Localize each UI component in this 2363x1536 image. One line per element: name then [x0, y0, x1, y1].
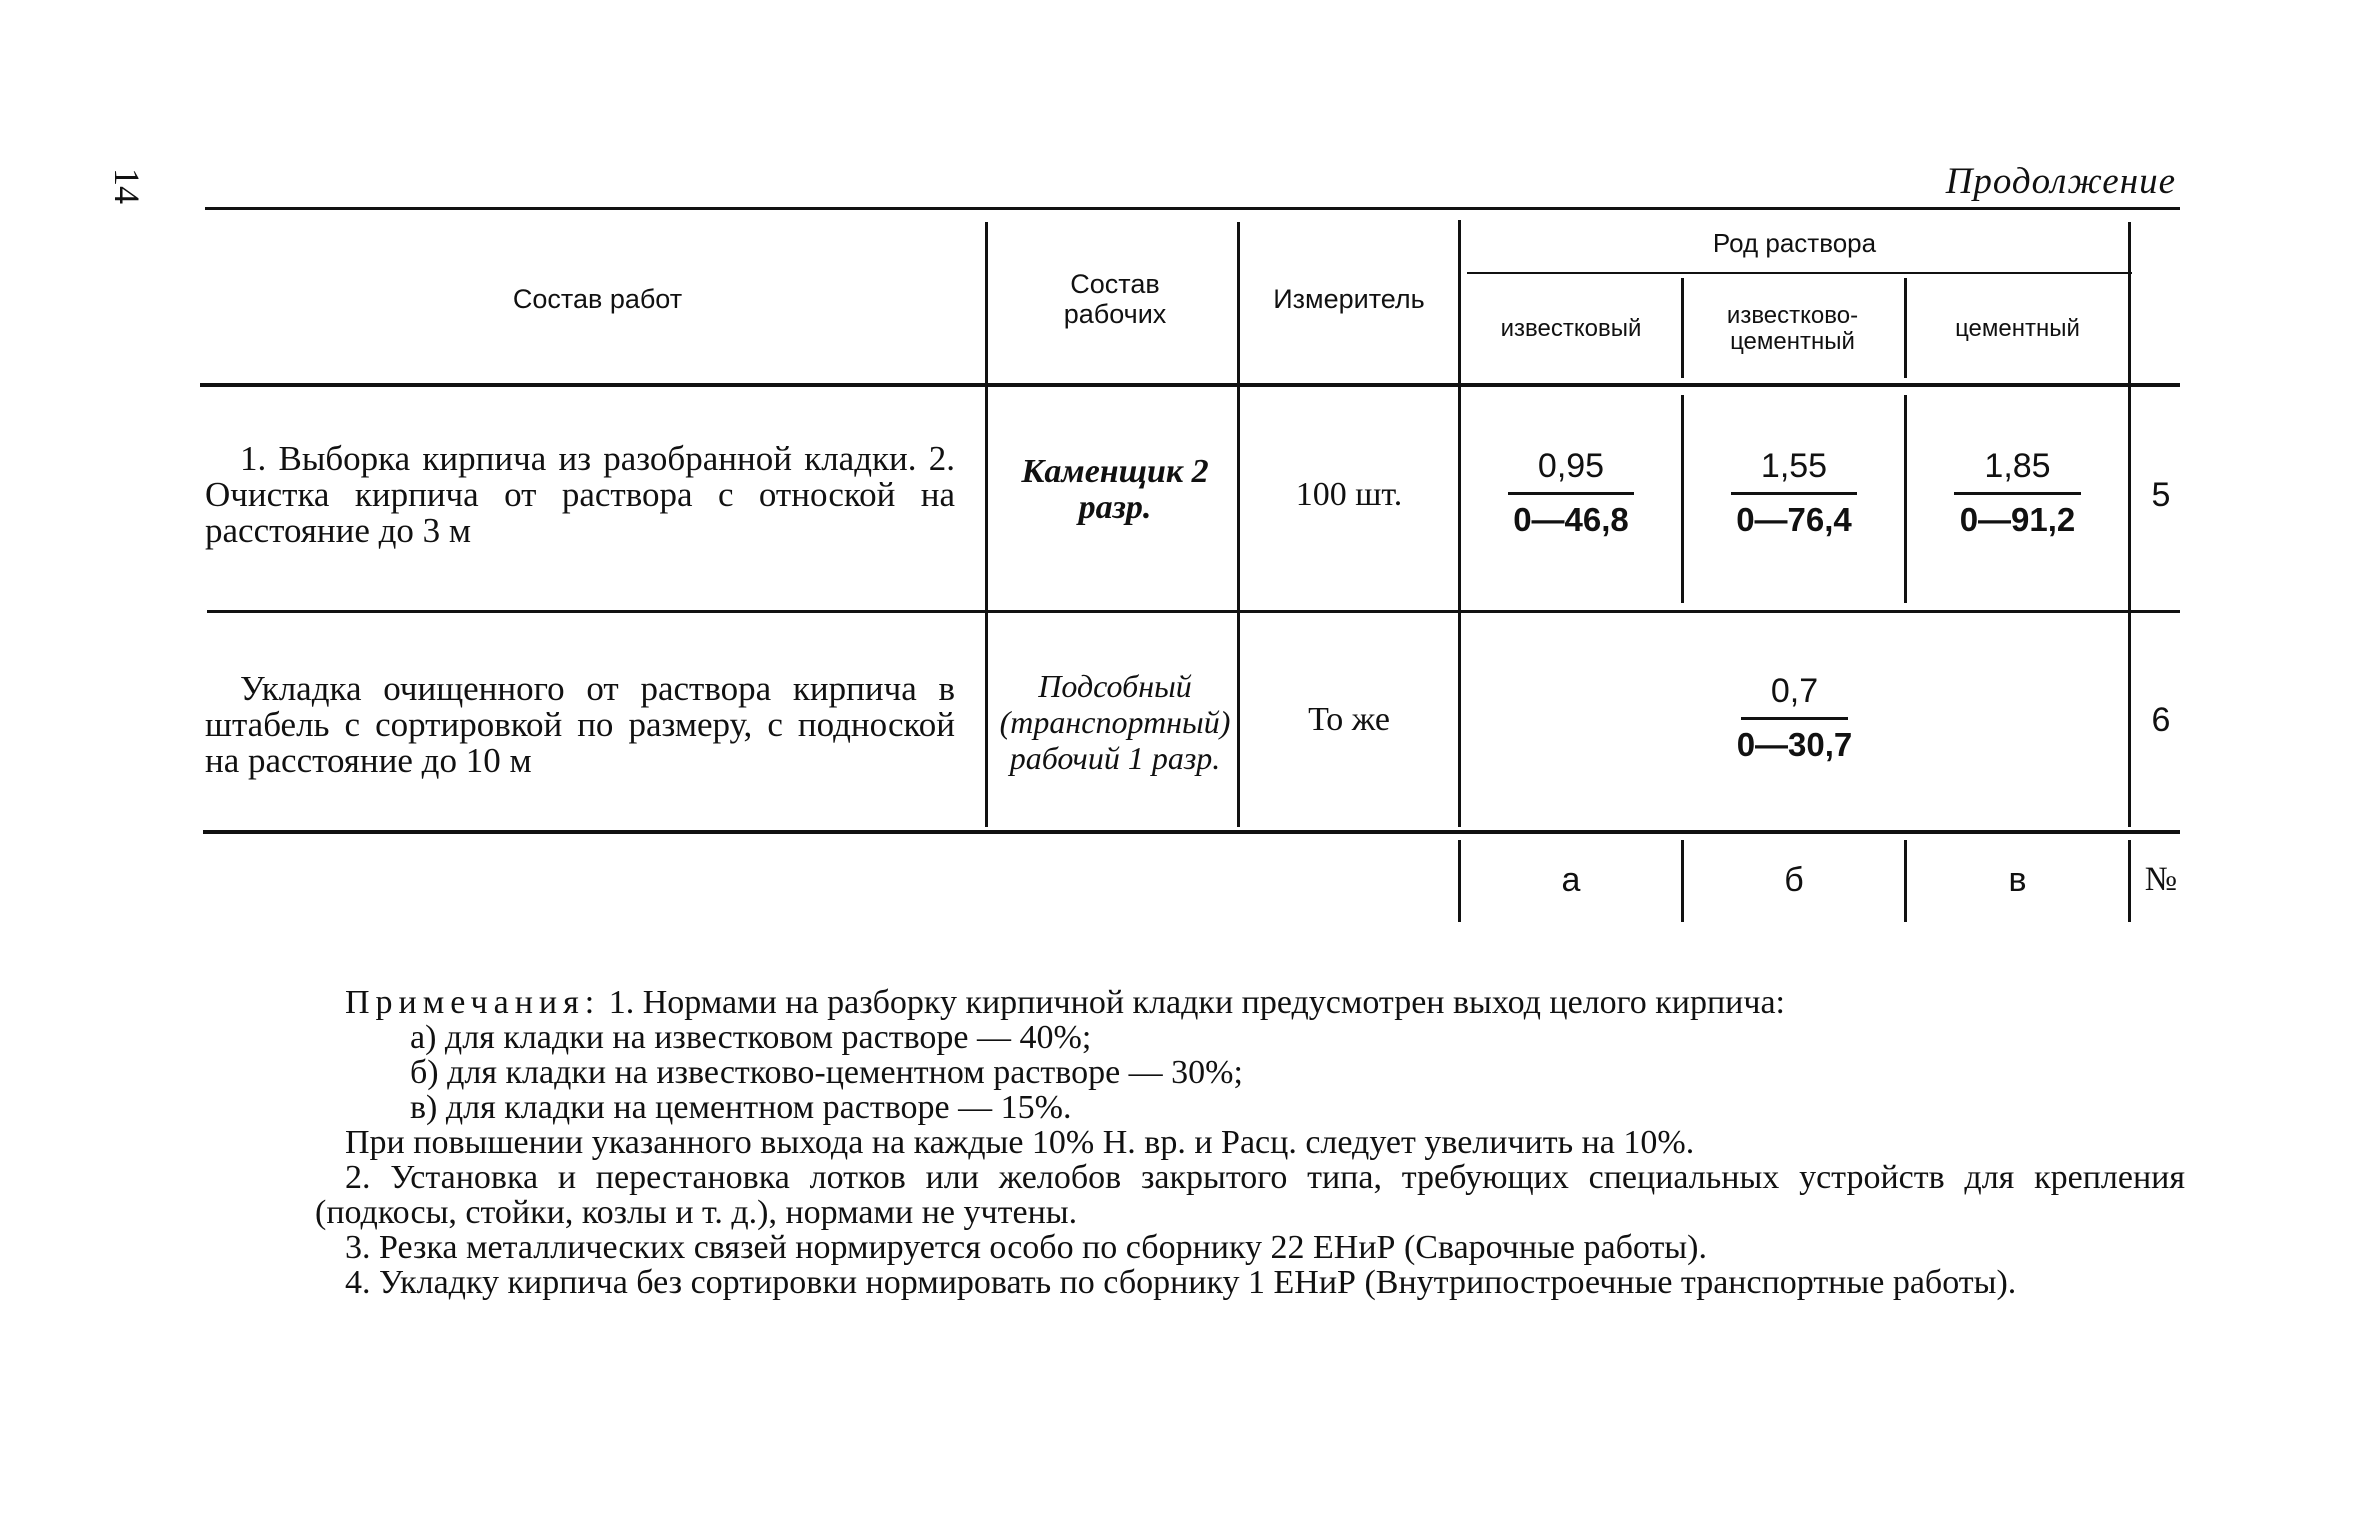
row1-lime-cement: [1684, 438, 1904, 548]
header-unit: Измеритель: [1273, 284, 1425, 314]
row2-unit: То же: [1308, 701, 1390, 738]
header-works: Состав работ: [512, 284, 683, 314]
note-1c: в) для кладки на цементном растворе — 15%.: [410, 1089, 1072, 1126]
row1-works-text: 1. Выборка кирпича из разобранной кладки. 2. Очистка кирпича от раствора с отноской на расстояние до 3 м: [205, 439, 955, 550]
row2-works-text: Укладка очищенного от раствора кирпича в штабель с сортировкой по размеру, с подноской на расстояние до 10 м: [205, 669, 955, 780]
footer-col-a: а: [1561, 860, 1581, 899]
col-divider-lime-cement: [1681, 278, 1684, 378]
row1-cement: [1907, 438, 2128, 548]
row1-lime: [1461, 438, 1681, 548]
row2-workers: Подсобный (транспортный) рабочий 1 разр.: [999, 668, 1231, 776]
row1-lime-fraction: [1508, 447, 1634, 539]
note-1d: При повышении указанного выхода на каждые 10% Н. вр. и Расц. следует увеличить на 10%.: [345, 1124, 1695, 1161]
row1-workers: Каменщик 2 разр.: [1021, 453, 1209, 526]
continuation-label: Продолжение: [1945, 161, 2176, 202]
notes: [315, 985, 2185, 1300]
note-1-line: [315, 985, 2185, 1020]
row1-cement-fraction: [1954, 447, 2080, 539]
row2-rate: 0—30,7: [1736, 725, 1853, 763]
row1-unit: 100 шт.: [1295, 476, 1403, 513]
footer-col-b: б: [1784, 860, 1804, 899]
header-bottom-rule: [200, 383, 2180, 387]
row1-lime-cement-time: 1,55: [1731, 447, 1857, 495]
row1-number: 5: [2151, 475, 2171, 514]
row2-number: 6: [2151, 700, 2171, 739]
header-workers: Состав рабочих: [1063, 269, 1167, 329]
row1-lime-rate: 0—46,8: [1513, 501, 1629, 538]
row1-cement-rate: 0—91,2: [1959, 501, 2076, 538]
mortar-group-rule: [1467, 272, 2132, 274]
note-2: 2. Установка и перестановка лотков или желобов закрытого типа, требующих специальных устройств для крепления (подкосы, стойки, козлы и т. д.), нормами не учтены.: [315, 1159, 2185, 1231]
row2-fraction: [1737, 672, 1853, 764]
row-divider-rule: [207, 610, 2180, 613]
row1-lime-time: 0,95: [1508, 447, 1634, 495]
row2-works: [205, 650, 955, 800]
row1-cement-time: 1,85: [1954, 447, 2080, 495]
row1-lime-cement-fraction: [1731, 447, 1857, 539]
note-1: 1. Нормами на разборку кирпичной кладки предусмотрен выход целого кирпича:: [608, 984, 1786, 1021]
row2-all-mortars: [1461, 660, 2128, 775]
footer-col-no: №: [2144, 861, 2178, 898]
footer-col-c: в: [2008, 860, 2027, 899]
row2-time: 0,7: [1741, 672, 1848, 720]
header-cement: цементный: [1955, 314, 2080, 342]
note-1b: б) для кладки на известково-цементном растворе — 30%;: [410, 1054, 1243, 1091]
header-lime: известковый: [1500, 314, 1642, 342]
header-lime-cement: известково-цементный: [1726, 301, 1859, 355]
notes-heading: Примечания:: [345, 984, 601, 1021]
note-3: 3. Резка металлических связей нормируется особо по сборнику 22 ЕНиР (Сварочные работы).: [345, 1229, 1707, 1266]
page-number: 14: [107, 168, 147, 204]
header-mortar-group: Род раствора: [1712, 227, 1877, 258]
note-1a: а) для кладки на известковом растворе — 40%;: [410, 1019, 1092, 1056]
row1-works: [205, 420, 955, 570]
row1-lime-cement-rate: 0—76,4: [1736, 501, 1852, 538]
note-4: 4. Укладку кирпича без сортировки нормировать по сборнику 1 ЕНиР (Внутрипостроечные транспортные работы).: [345, 1264, 2017, 1301]
table-top-rule: [205, 207, 2180, 210]
table-bottom-rule: [203, 830, 2180, 834]
